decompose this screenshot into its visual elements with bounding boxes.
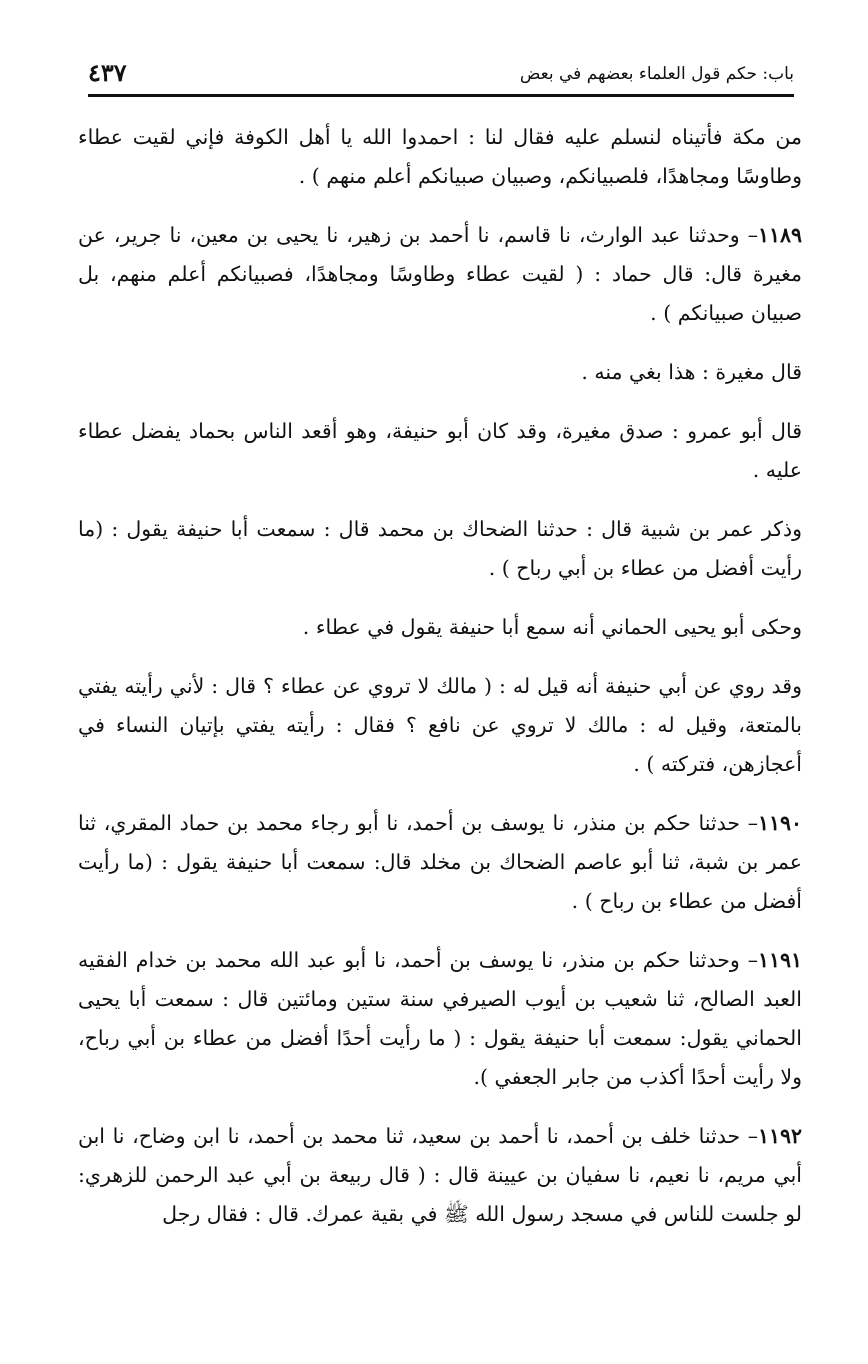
hadith-number: ١١٨٩ <box>757 223 802 247</box>
paragraph-text: – حدثنا خلف بن أحمد، نا أحمد بن سعيد، ثنا محمد بن أحمد، نا ابن وضاح، نا ابن أبي مريم، نا نعيم، نا سفيان بن عيينة قال : ( قال ربيعة بن أبي عبد الرحمن للزهري: لو جلست للناس في مسجد رسول الله ﷺ في بقية عمرك. قال : فقال رجل <box>78 1124 802 1226</box>
paragraph <box>78 1117 802 1234</box>
paragraph-text: – حدثنا حكم بن منذر، نا يوسف بن أحمد، نا أبو رجاء محمد بن حماد المقري، ثنا عمر بن شبة، ثنا أبو عاصم الضحاك بن مخلد قال: سمعت أبا حنيفة يقول : (ما رأيت أفضل من عطاء بن رباح ) . <box>78 811 802 913</box>
page-body <box>78 118 802 1254</box>
paragraph-text: قال أبو عمرو : صدق مغيرة، وقد كان أبو حنيفة، وهو أقعد الناس بحماد يفضل عطاء عليه . <box>78 419 802 482</box>
page-header <box>88 58 794 97</box>
chapter-title: باب: حكم قول العلماء بعضهم في بعض <box>519 64 794 84</box>
paragraph <box>78 412 802 490</box>
paragraph <box>78 608 802 647</box>
paragraph <box>78 216 802 333</box>
paragraph-text: – وحدثنا حكم بن منذر، نا يوسف بن أحمد، نا أبو عبد الله محمد بن خدام الفقيه العبد الصالح، ثنا شعيب بن أيوب الصيرفي سنة ستين ومائتين قال : سمعت أبا يحيى الحماني يقول: سمعت أبا حنيفة يقول : ( ما رأيت أحدًا أفضل من عطاء بن أبي رباح، ولا رأيت أحدًا أكذب من جابر الجعفي ). <box>78 948 802 1089</box>
hadith-number: ١١٩٢ <box>757 1124 802 1148</box>
hadith-number: ١١٩٠ <box>757 811 802 835</box>
paragraph-text: قال مغيرة : هذا بغي منه . <box>581 360 802 384</box>
paragraph-text: وحكى أبو يحيى الحماني أنه سمع أبا حنيفة يقول في عطاء . <box>302 615 802 639</box>
paragraph <box>78 353 802 392</box>
paragraph <box>78 510 802 588</box>
page-number: ٤٣٧ <box>88 58 127 87</box>
paragraph-text: وذكر عمر بن شبية قال : حدثنا الضحاك بن محمد قال : سمعت أبا حنيفة يقول : (ما رأيت أفضل من عطاء بن أبي رباح ) . <box>78 517 802 580</box>
paragraph-text: وقد روي عن أبي حنيفة أنه قيل له : ( مالك لا تروي عن عطاء ؟ قال : لأني رأيته يفتي بالمتعة، وقيل له : مالك لا تروي عن نافع ؟ فقال : رأيته يفتي بإتيان النساء في أعجازهن، فتركته ) . <box>78 674 802 776</box>
paragraph <box>78 667 802 784</box>
paragraph-text: – وحدثنا عبد الوارث، نا قاسم، نا أحمد بن زهير، نا يحيى بن معين، نا جرير، عن مغيرة قال: قال حماد : ( لقيت عطاء وطاوسًا ومجاهدًا، فصبيانكم أعلم منهم، بل صبيان صبيانكم ) . <box>78 223 802 325</box>
paragraph <box>78 941 802 1097</box>
paragraph-text: من مكة فأتيناه لنسلم عليه فقال لنا : احمدوا الله يا أهل الكوفة فإني لقيت عطاء وطاوسًا ومجاهدًا، فلصبيانكم، وصبيان صبيانكم أعلم منهم ) . <box>78 125 802 188</box>
paragraph <box>78 804 802 921</box>
paragraph <box>78 118 802 196</box>
hadith-number: ١١٩١ <box>757 948 802 972</box>
